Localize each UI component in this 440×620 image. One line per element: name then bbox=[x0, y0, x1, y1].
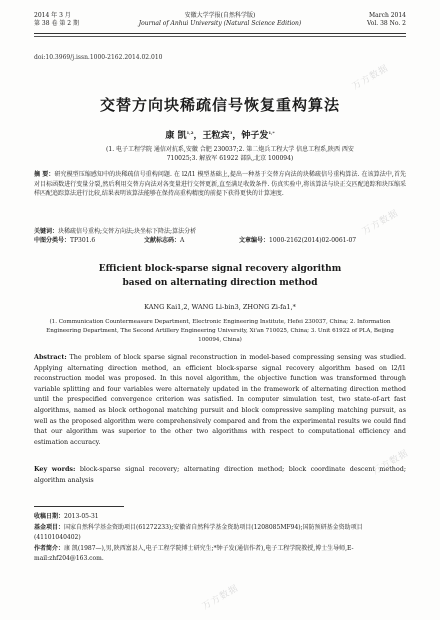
doc-label: 文献标志码： bbox=[144, 237, 181, 244]
running-header bbox=[34, 6, 406, 34]
received-label: 收稿日期： bbox=[34, 513, 65, 520]
header-rule bbox=[34, 36, 406, 42]
abstract-cn-text: 研究模型压缩感知中的块稀疏信号重构问题. 在 l2/l1 模型基础上,提出一种基于交替方向法的块稀疏信号重构算法. 在该算法中,首先对目标函数进行变量分裂,然后利用交替方向法对各变量进行交替更新,直至满足收敛条件. 仿真实验中,将该算法与块正交匹配追踪和块压缩采样匹配追踪算法进行比较,结果表明该算法能够在保持高重构精度的前提下获得更快的计算速度. bbox=[34, 171, 406, 197]
fund-value: 国家自然科学基金资助项目(61272233);安徽省自然科学基金资助项目(1208085MF94);国防预研基金资助项目(41101040402) bbox=[34, 523, 363, 541]
footnote-rule bbox=[34, 506, 124, 507]
author-cn-text bbox=[165, 131, 274, 141]
title-en-line1: Efficient block-sparse signal recovery algorithm bbox=[98, 264, 342, 274]
doi-line: doi:10.3969/j.issn.1000-2162.2014.02.010 bbox=[34, 54, 163, 61]
title-cn: 交替方向块稀疏信号恢复重构算法 bbox=[99, 96, 340, 114]
keywords-en bbox=[34, 464, 406, 485]
keywords-en-label: Key words: bbox=[34, 465, 76, 473]
abstract-en bbox=[34, 352, 406, 447]
abstract-en-label: Abstract: bbox=[34, 353, 67, 361]
keywords-cn bbox=[34, 227, 406, 236]
watermark: 万方数据 bbox=[350, 63, 391, 93]
abstract-cn-label: 摘 要： bbox=[34, 171, 55, 178]
author-cn-name: 钟子发 bbox=[241, 131, 269, 141]
title-en-line2: based on alternating direction method bbox=[122, 278, 318, 288]
header-date-en: March 2014 bbox=[369, 12, 406, 19]
author-cn-affil-mark: 1,* bbox=[268, 130, 275, 135]
authors-cn bbox=[0, 128, 440, 141]
affiliation-en: (1. Communication Countermeasure Department, Electronic Engineering Institute, Hefei 230037, China; 2. Information Engineering Department, The Second Artillery Engineering University, Xi'an 710025, China; 3. Unit 61922 of PLA, Beijing 100094, China) bbox=[46, 319, 394, 343]
clc-field bbox=[34, 236, 95, 245]
affiliation-cn: (1. 电子工程学院 通信对抗系,安徽 合肥 230037;2. 第二炮兵工程大学 信息工程系,陕西 西安 710025;3. 解放军 61922 部队,北京 100094) bbox=[106, 146, 354, 162]
journal-name-cn: 安徽大学学报(自然科学版) bbox=[184, 12, 256, 19]
footnote-fund bbox=[34, 523, 406, 544]
author-cn-affil-mark: 3 bbox=[229, 130, 233, 135]
header-volume-cn: 第 38 卷 第 2 期 bbox=[34, 20, 79, 27]
abstract-cn bbox=[34, 170, 406, 199]
authors-en: KANG Kai1,2, WANG Li-bin3, ZHONG Zi-fa1,* bbox=[144, 303, 296, 311]
title-en bbox=[0, 262, 440, 290]
article-value: 1000-2162(2014)02-0061-07 bbox=[269, 237, 357, 244]
author-bio-label: 作者简介： bbox=[34, 544, 65, 552]
header-volume-en: Vol. 38 No. 2 bbox=[366, 20, 406, 27]
keywords-cn-label: 关键词： bbox=[34, 228, 59, 235]
doc-value: A bbox=[180, 237, 185, 244]
header-right bbox=[367, 12, 406, 28]
watermark: 万方数据 bbox=[370, 448, 411, 478]
footnote bbox=[34, 512, 406, 565]
article-label: 文章编号： bbox=[239, 237, 270, 244]
author-bio-value: 康 凯(1987—),男,陕西富县人,电子工程学院博士研究生;*钟子发(通信作者),电子工程学院教授,博士生导师,E-mail:zhf204@163.com. bbox=[34, 544, 354, 562]
footnote-author bbox=[34, 544, 406, 565]
article-field bbox=[239, 236, 356, 245]
header-center bbox=[34, 12, 406, 28]
abstract-en-text: The problem of block sparse signal reconstruction in model-based compressing sensing was studied. Applying alternating direction method, an efficient block-sparse signal recovery algorithm based on l2/l1 reconstruction model was proposed. In this novel algorithm, the objective function was transformed through variable splitting and four variables were alternately updated in the framework of alternating direction method until the prespecified convergence criterion was satisfied. In computer simulation test, two state-of-art fast algorithms, named as block orthogonal matching pursuit and block compressive sampling matching pursuit, as well as the proposed algorithm were comprehensively compared and from the experimental results we could find that our algorithm was superior to the other two algorithms with respect to computational efficiency and estimation accuracy. bbox=[34, 353, 406, 446]
author-cn-affil-mark: 1,2 bbox=[186, 130, 194, 135]
author-cn-separator: ， bbox=[193, 131, 203, 141]
clc-value: TP301.6 bbox=[70, 237, 96, 244]
fund-label: 基金项目： bbox=[34, 523, 65, 531]
header-date-cn: 2014 年 3 月 bbox=[34, 12, 71, 19]
author-cn-name: 康 凯 bbox=[165, 131, 187, 141]
footnote-received bbox=[34, 512, 406, 523]
author-cn-separator: ， bbox=[232, 131, 242, 141]
received-value: 2013-05-31 bbox=[64, 513, 99, 520]
keywords-en-text: block-sparse signal recovery; alternating direction method; block coordinate descent method; algorithm analysis bbox=[34, 465, 406, 484]
doc-field bbox=[144, 236, 184, 245]
keywords-cn-text: 块稀疏信号重构;交替方向法;块坐标下降法;算法分析 bbox=[58, 228, 197, 235]
watermark: 万方数据 bbox=[200, 583, 241, 613]
watermark: 万方数据 bbox=[360, 208, 401, 238]
journal-name-en: Journal of Anhui University (Natural Science Edition) bbox=[138, 20, 302, 27]
clc-label: 中图分类号： bbox=[34, 237, 71, 244]
author-cn-name: 王粒宾 bbox=[202, 131, 230, 141]
